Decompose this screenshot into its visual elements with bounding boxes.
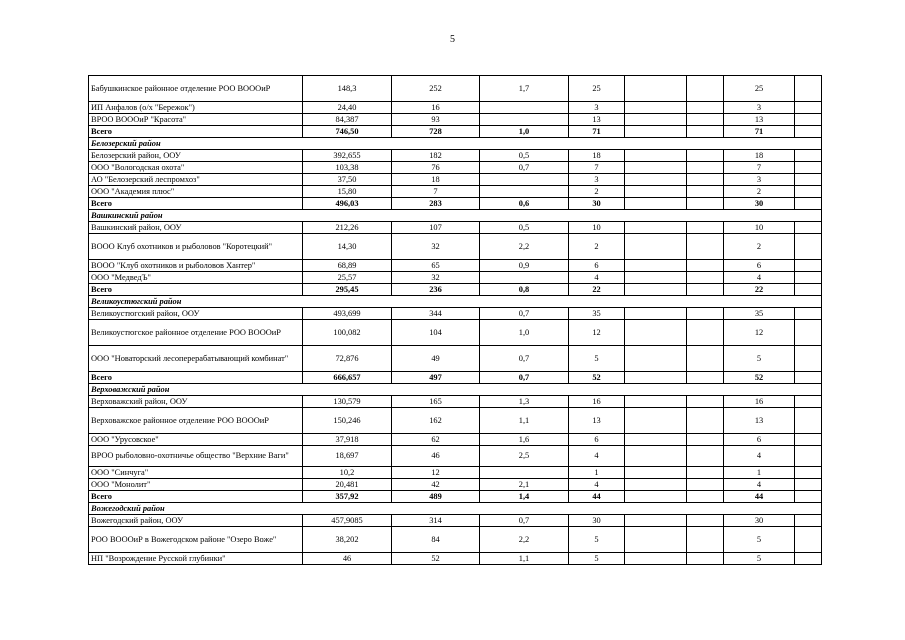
- value-cell: [795, 150, 822, 162]
- value-cell: [687, 446, 724, 467]
- organization-name-cell: ВРОО рыболовно-охотничье общество "Верхние Ваги": [89, 446, 303, 467]
- value-cell: 30: [569, 515, 625, 527]
- value-cell: [687, 260, 724, 272]
- organization-name-cell: ВРОО ВОООиР "Красота": [89, 114, 303, 126]
- organization-name-cell: Всего: [89, 198, 303, 210]
- value-cell: 2,1: [480, 479, 569, 491]
- value-cell: [625, 491, 687, 503]
- value-cell: 2: [569, 234, 625, 260]
- value-cell: [625, 515, 687, 527]
- page-number: 5: [450, 34, 455, 45]
- organization-name-cell: ООО "Монолит": [89, 479, 303, 491]
- value-cell: [625, 320, 687, 346]
- value-cell: 32: [392, 272, 480, 284]
- value-cell: [625, 272, 687, 284]
- organization-name-cell: Верховажское районное отделение РОО ВОООиР: [89, 408, 303, 434]
- district-header-row: [89, 210, 822, 222]
- value-cell: [687, 222, 724, 234]
- value-cell: 18: [569, 150, 625, 162]
- value-cell: [687, 320, 724, 346]
- value-cell: [687, 186, 724, 198]
- value-cell: 12: [569, 320, 625, 346]
- value-cell: 20,481: [303, 479, 392, 491]
- value-cell: [795, 396, 822, 408]
- value-cell: 666,657: [303, 372, 392, 384]
- value-cell: [625, 126, 687, 138]
- value-cell: 5: [569, 553, 625, 565]
- value-cell: 18,697: [303, 446, 392, 467]
- table-row: [89, 260, 822, 272]
- table-row: [89, 479, 822, 491]
- value-cell: 4: [724, 479, 795, 491]
- total-row: [89, 126, 822, 138]
- value-cell: [625, 408, 687, 434]
- value-cell: 1,7: [480, 76, 569, 102]
- value-cell: 1: [569, 467, 625, 479]
- value-cell: [795, 408, 822, 434]
- value-cell: [795, 434, 822, 446]
- value-cell: 30: [724, 515, 795, 527]
- table-row: [89, 467, 822, 479]
- value-cell: [687, 234, 724, 260]
- organization-name-cell: Белозерский район, ООУ: [89, 150, 303, 162]
- value-cell: 72,876: [303, 346, 392, 372]
- value-cell: [795, 491, 822, 503]
- value-cell: [795, 320, 822, 346]
- organization-name-cell: Великоустюгский район, ООУ: [89, 308, 303, 320]
- organization-name-cell: Всего: [89, 284, 303, 296]
- value-cell: 489: [392, 491, 480, 503]
- organization-name-cell: Всего: [89, 372, 303, 384]
- value-cell: 32: [392, 234, 480, 260]
- value-cell: 392,655: [303, 150, 392, 162]
- value-cell: 4: [569, 479, 625, 491]
- value-cell: 13: [569, 408, 625, 434]
- value-cell: 84,387: [303, 114, 392, 126]
- value-cell: 0,7: [480, 372, 569, 384]
- table-row: [89, 186, 822, 198]
- table-body: [89, 76, 822, 565]
- value-cell: 5: [724, 346, 795, 372]
- value-cell: 84: [392, 527, 480, 553]
- value-cell: 71: [724, 126, 795, 138]
- value-cell: [625, 396, 687, 408]
- value-cell: 38,202: [303, 527, 392, 553]
- value-cell: 162: [392, 408, 480, 434]
- value-cell: 0,7: [480, 162, 569, 174]
- organization-name-cell: ООО "Академия плюс": [89, 186, 303, 198]
- value-cell: [687, 126, 724, 138]
- value-cell: [795, 272, 822, 284]
- organization-name-cell: Вожегодский район, ООУ: [89, 515, 303, 527]
- organization-name-cell: АО "Белозерский леспромхоз": [89, 174, 303, 186]
- value-cell: [795, 260, 822, 272]
- organization-name-cell: Бабушкинское районное отделение РОО ВОООиР: [89, 76, 303, 102]
- value-cell: 16: [569, 396, 625, 408]
- value-cell: [480, 467, 569, 479]
- value-cell: [687, 272, 724, 284]
- value-cell: [480, 272, 569, 284]
- value-cell: [687, 479, 724, 491]
- value-cell: 212,26: [303, 222, 392, 234]
- value-cell: 0,7: [480, 346, 569, 372]
- value-cell: 0,7: [480, 515, 569, 527]
- value-cell: [625, 102, 687, 114]
- organization-name-cell: ИП Анфалов (о/х "Бережок"): [89, 102, 303, 114]
- value-cell: [687, 174, 724, 186]
- value-cell: [795, 76, 822, 102]
- value-cell: [625, 372, 687, 384]
- organization-name-cell: НП "Возрождение Русской глубинки": [89, 553, 303, 565]
- value-cell: 13: [724, 408, 795, 434]
- value-cell: 5: [569, 527, 625, 553]
- value-cell: 457,9085: [303, 515, 392, 527]
- value-cell: 6: [569, 434, 625, 446]
- value-cell: [795, 234, 822, 260]
- value-cell: 728: [392, 126, 480, 138]
- value-cell: [687, 434, 724, 446]
- organization-name-cell: ВООО Клуб охотников и рыболовов "Коротецкий": [89, 234, 303, 260]
- value-cell: [687, 162, 724, 174]
- table-row: [89, 446, 822, 467]
- value-cell: [625, 198, 687, 210]
- value-cell: 1,3: [480, 396, 569, 408]
- value-cell: 2,2: [480, 234, 569, 260]
- value-cell: 0,6: [480, 198, 569, 210]
- district-header-row: [89, 296, 822, 308]
- value-cell: 150,246: [303, 408, 392, 434]
- value-cell: [795, 553, 822, 565]
- value-cell: 35: [569, 308, 625, 320]
- value-cell: [625, 186, 687, 198]
- value-cell: 10,2: [303, 467, 392, 479]
- value-cell: 42: [392, 479, 480, 491]
- value-cell: [687, 284, 724, 296]
- organization-name-cell: Всего: [89, 491, 303, 503]
- value-cell: [795, 102, 822, 114]
- value-cell: 4: [724, 446, 795, 467]
- value-cell: 37,50: [303, 174, 392, 186]
- value-cell: [795, 174, 822, 186]
- value-cell: 0,9: [480, 260, 569, 272]
- organization-name-cell: Верховажский район, ООУ: [89, 396, 303, 408]
- value-cell: [795, 198, 822, 210]
- value-cell: [795, 222, 822, 234]
- table-row: [89, 174, 822, 186]
- value-cell: 10: [724, 222, 795, 234]
- total-row: [89, 491, 822, 503]
- organization-name-cell: Вашкинский район, ООУ: [89, 222, 303, 234]
- value-cell: [625, 260, 687, 272]
- value-cell: 1,6: [480, 434, 569, 446]
- value-cell: 104: [392, 320, 480, 346]
- value-cell: 25,57: [303, 272, 392, 284]
- table-row: [89, 114, 822, 126]
- value-cell: 2: [724, 234, 795, 260]
- value-cell: 1,1: [480, 408, 569, 434]
- value-cell: [687, 308, 724, 320]
- value-cell: 6: [724, 260, 795, 272]
- value-cell: [687, 114, 724, 126]
- value-cell: 1,0: [480, 126, 569, 138]
- value-cell: 182: [392, 150, 480, 162]
- value-cell: 24,40: [303, 102, 392, 114]
- value-cell: [687, 346, 724, 372]
- value-cell: 103,38: [303, 162, 392, 174]
- value-cell: 35: [724, 308, 795, 320]
- value-cell: 52: [392, 553, 480, 565]
- value-cell: 4: [569, 272, 625, 284]
- value-cell: [687, 553, 724, 565]
- value-cell: 1,1: [480, 553, 569, 565]
- value-cell: 2: [724, 186, 795, 198]
- value-cell: [687, 102, 724, 114]
- table-row: [89, 102, 822, 114]
- value-cell: 3: [724, 174, 795, 186]
- value-cell: [687, 467, 724, 479]
- value-cell: 130,579: [303, 396, 392, 408]
- district-header-row: [89, 138, 822, 150]
- value-cell: 14,30: [303, 234, 392, 260]
- value-cell: 497: [392, 372, 480, 384]
- value-cell: 18: [392, 174, 480, 186]
- value-cell: [625, 234, 687, 260]
- value-cell: 2: [569, 186, 625, 198]
- value-cell: 16: [392, 102, 480, 114]
- value-cell: [795, 126, 822, 138]
- table-row: [89, 222, 822, 234]
- value-cell: [795, 114, 822, 126]
- table-row: [89, 320, 822, 346]
- organization-name-cell: ООО "Новаторский лесоперерабатывающий комбинат": [89, 346, 303, 372]
- value-cell: 15,80: [303, 186, 392, 198]
- value-cell: [687, 150, 724, 162]
- table-row: [89, 162, 822, 174]
- value-cell: 25: [724, 76, 795, 102]
- table-row: [89, 272, 822, 284]
- district-name: Вожегодский район: [89, 503, 822, 515]
- value-cell: 3: [569, 102, 625, 114]
- value-cell: 52: [569, 372, 625, 384]
- table-row: [89, 308, 822, 320]
- table-row: [89, 527, 822, 553]
- value-cell: 16: [724, 396, 795, 408]
- value-cell: 37,918: [303, 434, 392, 446]
- value-cell: 49: [392, 346, 480, 372]
- value-cell: 5: [569, 346, 625, 372]
- value-cell: 3: [724, 102, 795, 114]
- table-row: [89, 234, 822, 260]
- value-cell: [687, 491, 724, 503]
- table-row: [89, 408, 822, 434]
- value-cell: 314: [392, 515, 480, 527]
- district-name: Вашкинский район: [89, 210, 822, 222]
- value-cell: [480, 102, 569, 114]
- value-cell: [625, 527, 687, 553]
- district-header-row: [89, 503, 822, 515]
- value-cell: [795, 162, 822, 174]
- value-cell: 295,45: [303, 284, 392, 296]
- value-cell: 7: [569, 162, 625, 174]
- total-row: [89, 198, 822, 210]
- hunting-quota-table: [88, 75, 822, 565]
- value-cell: [625, 553, 687, 565]
- value-cell: [795, 515, 822, 527]
- value-cell: 148,3: [303, 76, 392, 102]
- district-name: Верховажский район: [89, 384, 822, 396]
- value-cell: [625, 222, 687, 234]
- value-cell: 107: [392, 222, 480, 234]
- value-cell: 357,92: [303, 491, 392, 503]
- value-cell: [625, 76, 687, 102]
- value-cell: [795, 446, 822, 467]
- table-row: [89, 515, 822, 527]
- value-cell: [625, 479, 687, 491]
- value-cell: 22: [569, 284, 625, 296]
- value-cell: 6: [724, 434, 795, 446]
- value-cell: [625, 174, 687, 186]
- value-cell: 46: [303, 553, 392, 565]
- value-cell: 7: [392, 186, 480, 198]
- value-cell: 30: [569, 198, 625, 210]
- value-cell: [625, 467, 687, 479]
- value-cell: 0,8: [480, 284, 569, 296]
- value-cell: [625, 150, 687, 162]
- value-cell: [795, 284, 822, 296]
- value-cell: [795, 467, 822, 479]
- value-cell: 252: [392, 76, 480, 102]
- value-cell: 3: [569, 174, 625, 186]
- value-cell: 44: [569, 491, 625, 503]
- value-cell: 2,2: [480, 527, 569, 553]
- total-row: [89, 372, 822, 384]
- value-cell: 100,082: [303, 320, 392, 346]
- table-row: [89, 434, 822, 446]
- table-row: [89, 150, 822, 162]
- table-row: [89, 553, 822, 565]
- value-cell: [625, 308, 687, 320]
- value-cell: 493,699: [303, 308, 392, 320]
- value-cell: 62: [392, 434, 480, 446]
- value-cell: [625, 346, 687, 372]
- table-row: [89, 396, 822, 408]
- value-cell: 4: [724, 272, 795, 284]
- value-cell: 165: [392, 396, 480, 408]
- value-cell: 13: [724, 114, 795, 126]
- value-cell: 236: [392, 284, 480, 296]
- value-cell: 7: [724, 162, 795, 174]
- value-cell: [795, 527, 822, 553]
- value-cell: 76: [392, 162, 480, 174]
- value-cell: 496,03: [303, 198, 392, 210]
- value-cell: 18: [724, 150, 795, 162]
- value-cell: [480, 186, 569, 198]
- value-cell: [687, 76, 724, 102]
- value-cell: [625, 114, 687, 126]
- value-cell: 6: [569, 260, 625, 272]
- value-cell: 22: [724, 284, 795, 296]
- value-cell: 93: [392, 114, 480, 126]
- table-row: [89, 76, 822, 102]
- total-row: [89, 284, 822, 296]
- value-cell: [795, 372, 822, 384]
- table-row: [89, 346, 822, 372]
- value-cell: 10: [569, 222, 625, 234]
- value-cell: 30: [724, 198, 795, 210]
- value-cell: 4: [569, 446, 625, 467]
- value-cell: [687, 372, 724, 384]
- organization-name-cell: ООО "МедведЪ": [89, 272, 303, 284]
- value-cell: [687, 527, 724, 553]
- value-cell: 283: [392, 198, 480, 210]
- organization-name-cell: Всего: [89, 126, 303, 138]
- value-cell: 0,7: [480, 308, 569, 320]
- value-cell: [687, 198, 724, 210]
- value-cell: 344: [392, 308, 480, 320]
- value-cell: 46: [392, 446, 480, 467]
- value-cell: 12: [724, 320, 795, 346]
- value-cell: 25: [569, 76, 625, 102]
- value-cell: [687, 515, 724, 527]
- organization-name-cell: ООО "Урусовское": [89, 434, 303, 446]
- value-cell: [625, 284, 687, 296]
- value-cell: [625, 434, 687, 446]
- value-cell: [687, 408, 724, 434]
- value-cell: [480, 174, 569, 186]
- organization-name-cell: ВООО "Клуб охотников и рыболовов Хантер": [89, 260, 303, 272]
- organization-name-cell: ООО "Синчуга": [89, 467, 303, 479]
- value-cell: 65: [392, 260, 480, 272]
- value-cell: [625, 162, 687, 174]
- organization-name-cell: ООО "Вологодская охота": [89, 162, 303, 174]
- value-cell: 68,89: [303, 260, 392, 272]
- value-cell: [795, 186, 822, 198]
- value-cell: 71: [569, 126, 625, 138]
- value-cell: [795, 479, 822, 491]
- value-cell: 13: [569, 114, 625, 126]
- organization-name-cell: РОО ВОООиР в Вожегодском районе "Озеро Воже": [89, 527, 303, 553]
- value-cell: [687, 396, 724, 408]
- district-header-row: [89, 384, 822, 396]
- district-name: Белозерский район: [89, 138, 822, 150]
- value-cell: [480, 114, 569, 126]
- value-cell: [795, 346, 822, 372]
- value-cell: 1,4: [480, 491, 569, 503]
- value-cell: 2,5: [480, 446, 569, 467]
- district-name: Великоустюгский район: [89, 296, 822, 308]
- value-cell: 5: [724, 527, 795, 553]
- value-cell: [625, 446, 687, 467]
- value-cell: 12: [392, 467, 480, 479]
- value-cell: 1,0: [480, 320, 569, 346]
- value-cell: 5: [724, 553, 795, 565]
- value-cell: 44: [724, 491, 795, 503]
- value-cell: 1: [724, 467, 795, 479]
- organization-name-cell: Великоустюгское районное отделение РОО ВОООиР: [89, 320, 303, 346]
- value-cell: [795, 308, 822, 320]
- value-cell: 52: [724, 372, 795, 384]
- value-cell: 746,50: [303, 126, 392, 138]
- value-cell: 0,5: [480, 150, 569, 162]
- value-cell: 0,5: [480, 222, 569, 234]
